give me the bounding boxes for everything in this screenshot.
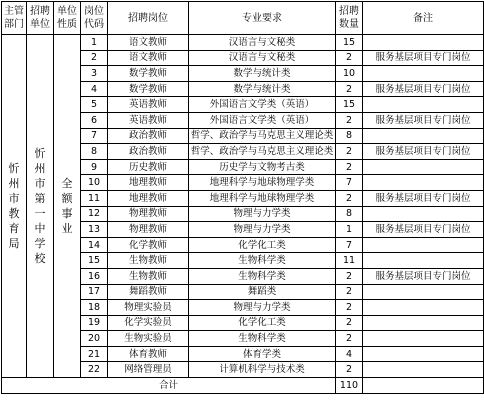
cell-major: 物理与力学类 <box>189 300 336 316</box>
cell-count: 7 <box>336 175 363 191</box>
cell-count: 2 <box>336 190 363 206</box>
cell-major: 计算机科学与技术类 <box>189 362 336 378</box>
cell-major: 历史学与文物考古类 <box>189 159 336 175</box>
cell-code: 3 <box>81 66 108 82</box>
cell-major: 外国语言文学类（英语） <box>189 112 336 128</box>
cell-major: 地理科学与地球物理学类 <box>189 175 336 191</box>
merged-dept-cell <box>2 35 27 378</box>
total-count: 110 <box>336 378 363 394</box>
cell-major: 化学化工类 <box>189 237 336 253</box>
cell-count: 10 <box>336 66 363 82</box>
cell-code: 21 <box>81 346 108 362</box>
cell-major: 哲学、政治学与马克思主义理论类 <box>189 144 336 160</box>
cell-position: 语文教师 <box>108 50 189 66</box>
cell-remark <box>363 206 484 222</box>
merged-unit-text: 忻 州 市 第 一 中 学 校 <box>34 147 46 266</box>
header-remark: 备注 <box>363 2 484 35</box>
cell-major: 生物科学类 <box>189 268 336 284</box>
cell-code: 12 <box>81 206 108 222</box>
cell-code: 22 <box>81 362 108 378</box>
cell-remark: 服务基层项目专门岗位 <box>363 81 484 97</box>
cell-count: 8 <box>336 128 363 144</box>
cell-remark <box>363 175 484 191</box>
header-unit: 招聘单位 <box>27 2 54 35</box>
cell-major: 化学化工类 <box>189 315 336 331</box>
cell-count: 2 <box>336 144 363 160</box>
cell-remark: 服务基层项目专门岗位 <box>363 190 484 206</box>
cell-remark: 服务基层项目专门岗位 <box>363 50 484 66</box>
cell-code: 11 <box>81 190 108 206</box>
cell-code: 4 <box>81 81 108 97</box>
cell-code: 6 <box>81 112 108 128</box>
cell-position: 政治教师 <box>108 128 189 144</box>
cell-position: 英语教师 <box>108 112 189 128</box>
cell-major: 外国语言文学类（英语） <box>189 97 336 113</box>
cell-major: 数学与统计类 <box>189 81 336 97</box>
cell-remark <box>363 331 484 347</box>
cell-major: 体育学类 <box>189 346 336 362</box>
cell-remark <box>363 346 484 362</box>
cell-position: 生物教师 <box>108 268 189 284</box>
cell-count: 2 <box>336 112 363 128</box>
cell-remark <box>363 300 484 316</box>
table-body <box>2 35 484 394</box>
cell-major: 物理与力学类 <box>189 222 336 238</box>
cell-remark <box>363 159 484 175</box>
cell-remark <box>363 128 484 144</box>
cell-major: 物理与力学类 <box>189 206 336 222</box>
cell-code: 15 <box>81 253 108 269</box>
cell-code: 2 <box>81 50 108 66</box>
cell-position: 英语教师 <box>108 97 189 113</box>
table-row <box>2 35 484 51</box>
cell-count: 4 <box>336 346 363 362</box>
cell-count: 2 <box>336 268 363 284</box>
cell-major: 地理科学与地球物理学类 <box>189 190 336 206</box>
cell-code: 8 <box>81 144 108 160</box>
cell-remark <box>363 237 484 253</box>
cell-code: 10 <box>81 175 108 191</box>
cell-major: 汉语言与文秘类 <box>189 35 336 51</box>
cell-major: 生物科学类 <box>189 331 336 347</box>
cell-remark <box>363 362 484 378</box>
cell-position: 数学教师 <box>108 81 189 97</box>
cell-count: 2 <box>336 159 363 175</box>
cell-count: 2 <box>336 50 363 66</box>
cell-position: 语文教师 <box>108 35 189 51</box>
cell-major: 数学与统计类 <box>189 66 336 82</box>
cell-count: 15 <box>336 35 363 51</box>
cell-code: 16 <box>81 268 108 284</box>
cell-code: 17 <box>81 284 108 300</box>
cell-major: 汉语言与文秘类 <box>189 50 336 66</box>
cell-position: 物理实验员 <box>108 300 189 316</box>
cell-code: 1 <box>81 35 108 51</box>
cell-count: 11 <box>336 253 363 269</box>
cell-count: 15 <box>336 97 363 113</box>
merged-nature-text: 全 额 事 业 <box>61 177 73 236</box>
header-dept: 主管部门 <box>2 2 27 35</box>
cell-remark <box>363 97 484 113</box>
cell-remark: 服务基层项目专门岗位 <box>363 144 484 160</box>
cell-position: 化学实验员 <box>108 315 189 331</box>
cell-count: 2 <box>336 331 363 347</box>
cell-code: 14 <box>81 237 108 253</box>
cell-code: 7 <box>81 128 108 144</box>
cell-major: 舞蹈类 <box>189 284 336 300</box>
cell-position: 地理教师 <box>108 190 189 206</box>
cell-remark: 服务基层项目专门岗位 <box>363 222 484 238</box>
cell-position: 物理教师 <box>108 222 189 238</box>
table-header <box>2 2 484 35</box>
cell-count: 2 <box>336 284 363 300</box>
cell-code: 5 <box>81 97 108 113</box>
cell-count: 7 <box>336 237 363 253</box>
cell-position: 生物教师 <box>108 253 189 269</box>
cell-code: 18 <box>81 300 108 316</box>
cell-position: 化学教师 <box>108 237 189 253</box>
cell-count: 8 <box>336 206 363 222</box>
header-position: 招聘岗位 <box>108 2 189 35</box>
cell-count: 2 <box>336 362 363 378</box>
cell-position: 数学教师 <box>108 66 189 82</box>
cell-major: 生物科学类 <box>189 253 336 269</box>
cell-position: 物理教师 <box>108 206 189 222</box>
cell-count: 2 <box>336 315 363 331</box>
cell-position: 历史教师 <box>108 159 189 175</box>
cell-remark <box>363 253 484 269</box>
cell-remark <box>363 315 484 331</box>
cell-position: 生物实验员 <box>108 331 189 347</box>
cell-remark <box>363 35 484 51</box>
cell-code: 20 <box>81 331 108 347</box>
total-row <box>2 378 484 394</box>
cell-major: 哲学、政治学与马克思主义理论类 <box>189 128 336 144</box>
header-nature: 单位性质 <box>54 2 81 35</box>
cell-position: 舞蹈教师 <box>108 284 189 300</box>
total-remark-empty <box>363 378 484 394</box>
header-count: 招聘数量 <box>336 2 363 35</box>
cell-code: 13 <box>81 222 108 238</box>
cell-remark: 服务基层项目专门岗位 <box>363 112 484 128</box>
cell-count: 2 <box>336 300 363 316</box>
cell-remark <box>363 66 484 82</box>
cell-count: 2 <box>336 81 363 97</box>
cell-count: 1 <box>336 222 363 238</box>
cell-remark <box>363 284 484 300</box>
cell-remark: 服务基层项目专门岗位 <box>363 268 484 284</box>
total-label: 合计 <box>2 378 336 394</box>
cell-code: 19 <box>81 315 108 331</box>
merged-nature-cell <box>54 35 81 378</box>
cell-position: 体育教师 <box>108 346 189 362</box>
merged-unit-cell <box>27 35 54 378</box>
cell-code: 9 <box>81 159 108 175</box>
recruitment-table <box>1 1 484 394</box>
header-major: 专业要求 <box>189 2 336 35</box>
cell-position: 政治教师 <box>108 144 189 160</box>
header-code: 岗位代码 <box>81 2 108 35</box>
cell-position: 网络管理员 <box>108 362 189 378</box>
merged-dept-text: 忻 州 市 教 育 局 <box>8 162 20 251</box>
cell-position: 地理教师 <box>108 175 189 191</box>
